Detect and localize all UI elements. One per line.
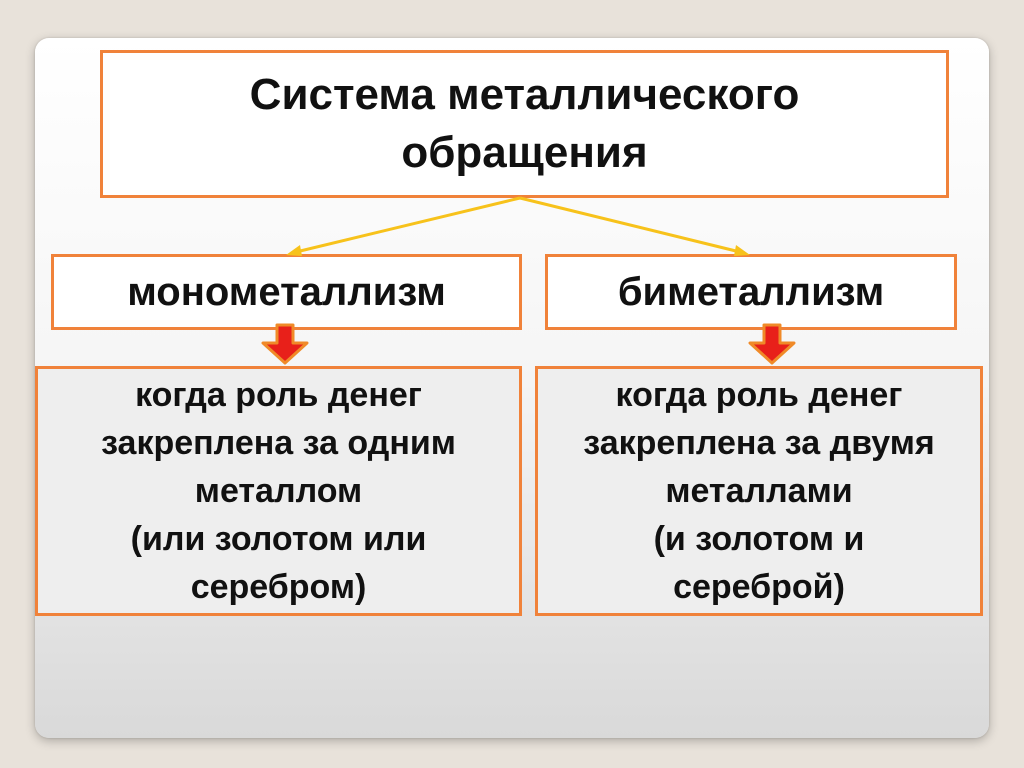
title-box: [100, 50, 949, 198]
monometallism-description-box: [35, 366, 522, 616]
bimetallism-label: биметаллизм: [617, 269, 885, 314]
monometallism-box: [51, 254, 522, 330]
bimetallism-description-box: [535, 366, 983, 616]
bimetallism-description: когда роль денег закреплена за двумя металлами (и золотом и сереброй): [583, 376, 935, 606]
monometallism-label: монометаллизм: [127, 269, 446, 314]
monometallism-description: когда роль денег закреплена за одним металлом (или золотом или серебром): [101, 376, 456, 606]
diagram-title: Система металлического обращения: [249, 70, 800, 177]
bimetallism-box: [545, 254, 957, 330]
